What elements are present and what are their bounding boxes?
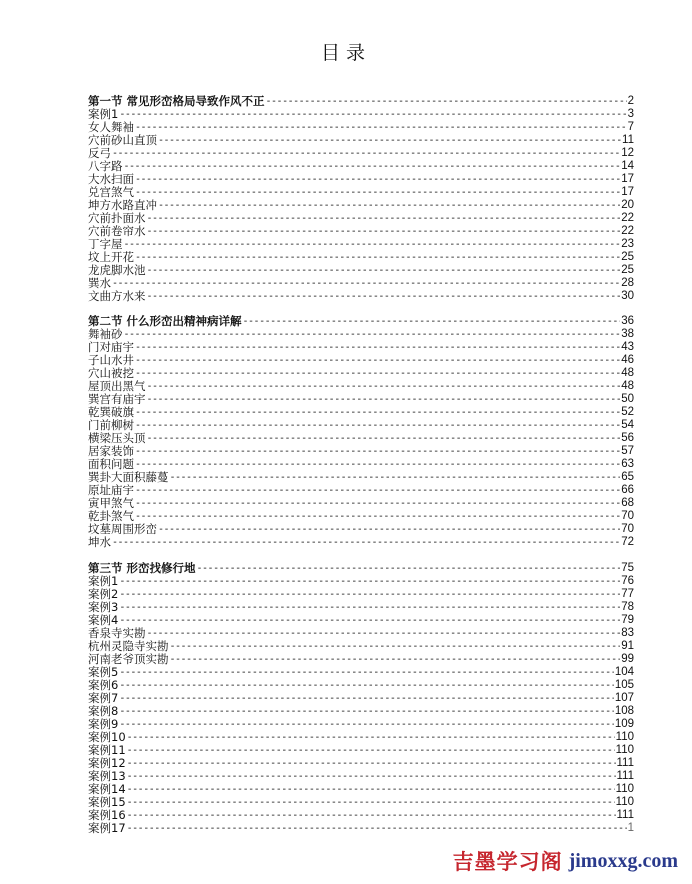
toc-entry-label: 案例8	[88, 704, 119, 718]
toc-page-number: 23	[621, 238, 634, 250]
toc-entry	[88, 419, 634, 432]
toc-leader-dashes	[147, 290, 621, 303]
toc-entry-label: 案例6	[88, 678, 119, 692]
toc-leader-dashes	[127, 770, 616, 783]
toc-entry-label: 反弓	[88, 146, 111, 160]
toc-entry	[88, 692, 634, 705]
toc-entry-label: 案例12	[88, 756, 126, 770]
toc-entry-label: 河南老爷顶实勘	[88, 652, 169, 666]
toc-leader-dashes	[197, 562, 621, 575]
toc-entry	[88, 601, 634, 614]
toc-page-number: 75	[621, 562, 634, 574]
toc-page-number: 46	[621, 354, 634, 366]
toc-leader-dashes	[112, 277, 620, 290]
toc-entry	[88, 731, 634, 744]
toc-section-3	[88, 562, 634, 835]
toc-entry	[88, 173, 634, 186]
toc-page-number: 54	[621, 419, 634, 431]
toc-entry	[88, 238, 634, 251]
toc-entry	[88, 445, 634, 458]
toc-page-number: 65	[621, 471, 634, 483]
toc-entry-label: 案例15	[88, 795, 126, 809]
toc-page-number: 105	[614, 679, 634, 691]
toc-page-number: 57	[621, 445, 634, 457]
toc-entry-label: 寅甲煞气	[88, 496, 134, 510]
toc-entry	[88, 588, 634, 601]
toc-entry	[88, 666, 634, 679]
toc-page-number: 111	[616, 757, 634, 769]
toc-leader-dashes	[158, 199, 620, 212]
toc-section-header	[88, 315, 634, 328]
toc-leader-dashes	[147, 380, 621, 393]
toc-page-number: 36	[621, 315, 634, 327]
toc-section-2	[88, 315, 634, 549]
toc-entry	[88, 653, 634, 666]
toc-page-number: 104	[614, 666, 634, 678]
toc-leader-dashes	[135, 354, 620, 367]
toc-entry-label: 龙虎脚水池	[88, 263, 146, 277]
toc-entry-label: 坟墓周围形峦	[88, 522, 157, 536]
toc-entry	[88, 744, 634, 757]
toc-entry	[88, 497, 634, 510]
toc-page-number: 3	[627, 108, 634, 120]
toc-leader-dashes	[127, 796, 615, 809]
toc-leader-dashes	[127, 757, 616, 770]
toc-entry	[88, 822, 634, 835]
toc-entry-label: 案例2	[88, 587, 119, 601]
toc-entry-label: 面积问题	[88, 457, 134, 471]
toc-entry-label: 穴前扑面水	[88, 211, 146, 225]
toc-leader-dashes	[135, 406, 620, 419]
toc-entry-label: 第三节 形峦找修行地	[88, 561, 196, 575]
toc-entry-label: 案例1	[88, 574, 119, 588]
site-watermark	[453, 846, 678, 876]
toc-entry-label: 文曲方水来	[88, 289, 146, 303]
toc-entry-label: 第二节 什么形峦出精神病详解	[88, 314, 242, 328]
toc-leader-dashes	[135, 367, 620, 380]
toc-entry	[88, 679, 634, 692]
toc-entry	[88, 523, 634, 536]
toc-entry	[88, 108, 634, 121]
toc-leader-dashes	[135, 186, 620, 199]
toc-entry-label: 横梁压头顶	[88, 431, 146, 445]
toc-entry	[88, 432, 634, 445]
toc-entry-label: 穴山被挖	[88, 366, 134, 380]
toc-page-number: 78	[621, 601, 634, 613]
toc-leader-dashes	[127, 783, 615, 796]
toc-entry	[88, 757, 634, 770]
toc-entry-label: 原址庙宇	[88, 483, 134, 497]
toc-page-number: 17	[621, 186, 634, 198]
toc-entry-label: 屋顶出黑气	[88, 379, 146, 393]
page-title: 目录	[320, 42, 371, 64]
toc-page-number: 111	[616, 809, 634, 821]
toc-entry	[88, 614, 634, 627]
toc-entry	[88, 328, 634, 341]
toc-page-number: 110	[615, 783, 634, 795]
toc-entry-label: 案例10	[88, 730, 126, 744]
toc-entry	[88, 290, 634, 303]
toc-page-number: 52	[621, 406, 634, 418]
toc-entry-label: 八字路	[88, 159, 123, 173]
toc-entry	[88, 510, 634, 523]
toc-page-number: 68	[621, 497, 634, 509]
toc-entry	[88, 393, 634, 406]
toc-entry	[88, 160, 634, 173]
toc-page-number: 50	[621, 393, 634, 405]
toc-entry-label: 案例16	[88, 808, 126, 822]
toc-page-number: 22	[621, 225, 634, 237]
toc-entry	[88, 134, 634, 147]
toc-entry-label: 大水扫面	[88, 172, 134, 186]
toc-leader-dashes	[135, 484, 620, 497]
toc-leader-dashes	[124, 160, 621, 173]
toc-leader-dashes	[135, 341, 620, 354]
toc-leader-dashes	[119, 601, 620, 614]
toc-page-number: 25	[621, 251, 634, 263]
toc-leader-dashes	[135, 510, 620, 523]
toc-page-number: 107	[614, 692, 634, 704]
toc-leader-dashes	[147, 212, 621, 225]
toc-leader-dashes	[124, 238, 621, 251]
toc-leader-dashes	[119, 718, 613, 731]
toc-entry	[88, 770, 634, 783]
toc-entry-label: 坤水	[88, 535, 111, 549]
toc-leader-dashes	[135, 497, 620, 510]
toc-entry-label: 案例4	[88, 613, 119, 627]
watermark-en-text: jimoxxg.com	[568, 849, 678, 872]
toc-entry	[88, 783, 634, 796]
toc-leader-dashes	[124, 328, 621, 341]
toc-entry-label: 丁字屋	[88, 237, 123, 251]
toc-leader-dashes	[127, 822, 627, 835]
toc-leader-dashes	[243, 315, 621, 328]
toc-page-number: 48	[621, 367, 634, 379]
toc-leader-dashes	[119, 705, 613, 718]
toc-page-number: 91	[621, 640, 634, 652]
toc-entry	[88, 458, 634, 471]
toc-page-number: 110	[615, 731, 634, 743]
toc-page-number: 14	[621, 160, 634, 172]
toc-page-number: 56	[621, 432, 634, 444]
toc-leader-dashes	[170, 653, 621, 666]
toc-page-number: 108	[614, 705, 634, 717]
toc-leader-dashes	[147, 627, 621, 640]
toc-entry	[88, 718, 634, 731]
toc-entry-label: 杭州灵隐寺实勘	[88, 639, 169, 653]
toc-page-number: 109	[614, 718, 634, 730]
toc-entry-label: 案例11	[88, 743, 126, 757]
toc-entry-label: 穴前砂山直顶	[88, 133, 157, 147]
toc-entry-label: 案例13	[88, 769, 126, 783]
toc-section-header	[88, 562, 634, 575]
toc-entry	[88, 471, 634, 484]
toc-leader-dashes	[158, 134, 621, 147]
toc-entry	[88, 380, 634, 393]
toc-entry-label: 第一节 常见形峦格局导致作风不正	[88, 94, 265, 108]
toc-page-number: 17	[621, 173, 634, 185]
watermark-cn-text: 吉墨学习阁	[452, 849, 563, 874]
toc-page-number: 66	[621, 484, 634, 496]
toc-entry	[88, 536, 634, 549]
toc-page-number: 83	[621, 627, 634, 639]
toc-entry	[88, 251, 634, 264]
toc-leader-dashes	[127, 809, 616, 822]
toc-entry-label: 门对庙宇	[88, 340, 134, 354]
toc-leader-dashes	[119, 679, 613, 692]
toc-entry-label: 坤方水路直冲	[88, 198, 157, 212]
toc-leader-dashes	[266, 95, 627, 108]
toc-page-number: 11	[622, 134, 634, 146]
toc-page-number: 48	[621, 380, 634, 392]
toc-leader-dashes	[147, 432, 621, 445]
toc-entry	[88, 484, 634, 497]
toc-page-number: 99	[621, 653, 634, 665]
toc-entry	[88, 705, 634, 718]
toc-page-number: 77	[621, 588, 634, 600]
toc-entry-label: 兑宫煞气	[88, 185, 134, 199]
toc-leader-dashes	[119, 692, 613, 705]
toc-entry-label: 乾巽破旗	[88, 405, 134, 419]
toc-entry-label: 舞袖砂	[88, 327, 123, 341]
toc-entry-label: 门前柳树	[88, 418, 134, 432]
toc-entry	[88, 212, 634, 225]
toc-entry	[88, 225, 634, 238]
toc-entry-label: 巽卦大面积藤蔓	[88, 470, 169, 484]
toc-entry-label: 巽宫有庙宇	[88, 392, 146, 406]
toc-page-number: 110	[615, 796, 634, 808]
toc-page-number: 76	[621, 575, 634, 587]
toc-leader-dashes	[127, 731, 615, 744]
toc-entry	[88, 367, 634, 380]
toc-entry	[88, 199, 634, 212]
toc-leader-dashes	[119, 614, 620, 627]
toc-page-number: 70	[621, 510, 634, 522]
toc-entry-label: 案例9	[88, 717, 119, 731]
toc-entry-label: 坟上开花	[88, 250, 134, 264]
toc-leader-dashes	[119, 108, 626, 121]
toc-entry-label: 香泉寺实勘	[88, 626, 146, 640]
toc-leader-dashes	[119, 588, 620, 601]
toc-page-number: 22	[621, 212, 634, 224]
toc-entry-label: 巽水	[88, 276, 111, 290]
toc-entry	[88, 264, 634, 277]
toc-page-number: 79	[621, 614, 634, 626]
toc-leader-dashes	[112, 536, 620, 549]
toc-entry	[88, 575, 634, 588]
toc-leader-dashes	[135, 173, 620, 186]
toc-page-number: 43	[621, 341, 634, 353]
toc-entry	[88, 809, 634, 822]
toc-page-number: 72	[621, 536, 634, 548]
toc-entry	[88, 627, 634, 640]
toc-entry	[88, 341, 634, 354]
toc-section-header	[88, 95, 634, 108]
toc-entry-label: 居家装饰	[88, 444, 134, 458]
toc-entry-label: 乾卦煞气	[88, 509, 134, 523]
toc-leader-dashes	[119, 666, 613, 679]
toc-leader-dashes	[147, 225, 621, 238]
toc-page-number: 110	[615, 744, 634, 756]
toc-entry-label: 案例17	[88, 821, 126, 835]
toc-leader-dashes	[112, 147, 620, 160]
toc-entry-label: 穴前卷帘水	[88, 224, 146, 238]
toc-page-number: 111	[616, 770, 634, 782]
toc-leader-dashes	[135, 419, 620, 432]
toc-leader-dashes	[147, 393, 621, 406]
toc-entry-label: 案例7	[88, 691, 119, 705]
toc-page-number: 38	[621, 328, 634, 340]
toc-leader-dashes	[135, 458, 620, 471]
toc-entry	[88, 121, 634, 134]
toc-leader-dashes	[135, 121, 627, 134]
toc-entry	[88, 354, 634, 367]
toc-leader-dashes	[170, 640, 621, 653]
toc-page-number: 70	[621, 523, 634, 535]
toc-page-number: 63	[621, 458, 634, 470]
toc-entry-label: 女人舞袖	[88, 120, 134, 134]
toc-page-number: 12	[621, 147, 634, 159]
toc-entry	[88, 796, 634, 809]
toc-entry-label: 子山水井	[88, 353, 134, 367]
toc-page-number: 2	[627, 95, 634, 107]
toc-section-1	[88, 95, 634, 303]
toc-entry	[88, 640, 634, 653]
toc-leader-dashes	[119, 575, 620, 588]
toc-leader-dashes	[147, 264, 621, 277]
toc-page-number: 1	[627, 822, 634, 834]
toc-leader-dashes	[135, 445, 620, 458]
toc-entry	[88, 406, 634, 419]
toc-entry	[88, 277, 634, 290]
toc-entry-label: 案例14	[88, 782, 126, 796]
toc-entry-label: 案例1	[88, 107, 119, 121]
toc-entry	[88, 147, 634, 160]
toc-page-number: 28	[621, 277, 634, 289]
toc-page-number: 20	[621, 199, 634, 211]
toc-leader-dashes	[170, 471, 621, 484]
toc-page-number: 25	[621, 264, 634, 276]
toc-entry	[88, 186, 634, 199]
toc-page-number: 7	[627, 121, 634, 133]
toc-entry-label: 案例5	[88, 665, 119, 679]
toc-leader-dashes	[135, 251, 620, 264]
toc-entry-label: 案例3	[88, 600, 119, 614]
toc-leader-dashes	[127, 744, 615, 757]
toc-leader-dashes	[158, 523, 620, 536]
toc-page-number: 30	[621, 290, 634, 302]
